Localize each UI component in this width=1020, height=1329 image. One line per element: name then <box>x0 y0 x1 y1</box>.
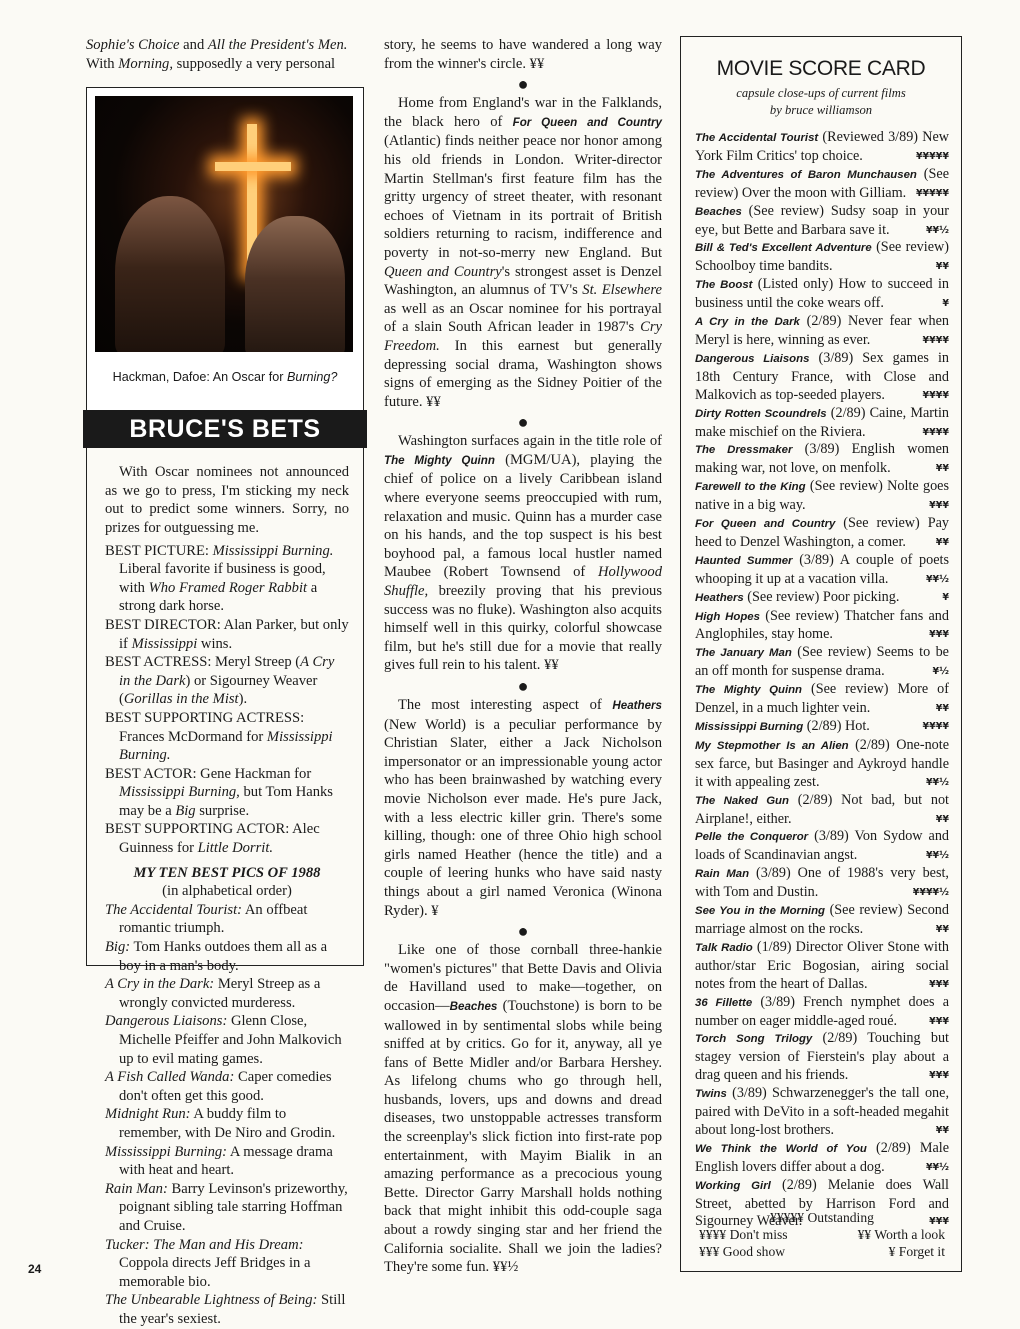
film-title: All the President's Men. <box>207 37 348 53</box>
ten-best-subtitle: (in alphabetical order) <box>162 883 292 900</box>
text: and <box>179 37 208 53</box>
film-title: Mississippi Burning, <box>119 784 240 801</box>
film-description: Tom Hanks outdoes them all as a boy in a man's body. <box>119 939 328 974</box>
capsule-review: (See review) Nolte goes native in a big way. <box>695 478 949 514</box>
capsule-review: (See review) Second marriage almost on the rocks. <box>695 902 949 937</box>
film-title: Rain Man <box>695 868 750 881</box>
score-card-entry <box>695 994 949 1031</box>
actor-figure <box>245 216 345 352</box>
text: BEST ACTOR: Gene Hackman for <box>105 765 312 782</box>
capsule-review: (See review) Poor picking. <box>743 588 900 605</box>
text: (New World) is a peculiar performance by Christian Slater, either a Jack Nicholson impersonator or an impressionable young actor who has been brainwashed by watching every movie Nicholson ever made. He's pure Jack, with a less electric killer grin. There's some killing, though: one of three Ohio high school girls named Heather (hence the title) and a couple of leering hunks who have said nasty things about a girl named Veronica (Winona Ryder). ¥ <box>384 716 662 919</box>
film-title: Who Framed Roger Rabbit <box>148 579 308 596</box>
film-description: Glenn Close, Michelle Pfeiffer and John Malkovich up to evil mating games. <box>119 1013 342 1067</box>
film-description: Caper comedies don't often get this good. <box>119 1069 332 1104</box>
score-card-entry <box>695 902 949 939</box>
score-card-entry <box>695 350 949 405</box>
film-title: My Stepmother Is an Alien <box>695 739 849 752</box>
text: as well as an Oscar nominee for his portrayal of a slain South African leader in 1987's <box>384 300 662 336</box>
right-column <box>680 36 962 1272</box>
score-card-entry <box>695 589 949 608</box>
text: (Touchstone) is born to be wallowed in by sentimental slobs while being sniffed at by critics. Go for it, anyway, all ye fans of Bette Midler and/or Barbara Hershey. As lifelong chums who go through hell, husbands, lovers, ups and downs and dread diseases, two unstoppable actresses transform the screenplay's slick fiction into first-rate pop entertainment, with Mayim Bialik in an amazing performance as a precocious young Bette. Director Garry Marshall holds nothing back that might inhibit this odd-couple saga about a rowdy singing star and her friend the California socialite. Shall we join the ladies? They're some fun. ¥¥½ <box>384 997 662 1276</box>
film-title: Midnight Run: <box>105 1106 191 1123</box>
ten-best-item <box>105 1180 349 1236</box>
capsule-review: (See review) Sudsy soap in your eye, but Bette and Barbara save it. <box>695 202 949 238</box>
text: (Atlantic) finds neither peace nor honor among his old friends in London. Writer-director Martin Stellman's first feature film has the gritty urgency of street theater, with resonant echoes of Vietnam in its portrait of British soldiers returning to racism, indifference and poverty in not-so-merry new England. But <box>384 133 662 261</box>
film-title: Hollywood Shuffle, <box>384 564 662 600</box>
caption-text: Hackman, Dafoe: An Oscar for <box>112 370 287 385</box>
text: ). <box>238 691 248 708</box>
film-title: The Unbearable Lightness of Being: <box>105 1292 318 1309</box>
score-card-entry <box>695 478 949 515</box>
rating: ¥¥½ <box>925 776 949 788</box>
rating: ¥¥½ <box>925 1161 949 1173</box>
rating: ¥¥¥¥¥ <box>915 187 949 199</box>
rating: ¥½ <box>932 666 949 678</box>
score-card-entry <box>695 276 949 313</box>
text: (MGM/UA), playing the chief of police on a lively Caribbean island where everyone seems preoccupied with rum, relaxation and music. Quinn has a murder case on his hands, and the top suspect is his best boyhood pal, a famous local hustler named Maubee (Robert Townsend of <box>384 451 663 581</box>
capsule-review: (See review) More of Denzel, in a much lighter vein. <box>695 681 949 717</box>
score-card-entry <box>695 718 949 737</box>
text: In this earnest but generally depressing social drama, Washington shows signs of emerging as the Sidney Poitier of the future. ¥¥ <box>384 337 662 410</box>
rating: ¥¥¥ <box>929 978 949 990</box>
capsule-review: (See review) Over the moon with Gilliam. <box>695 165 949 201</box>
paragraph-for-queen <box>384 94 662 411</box>
film-title: Little Dorrit. <box>197 840 274 857</box>
col1-top-text <box>86 36 362 73</box>
film-description: An offbeat romantic triumph. <box>119 901 308 937</box>
score-card-entry <box>695 737 949 792</box>
rating: ¥¥ <box>935 813 949 825</box>
film-description: Barry Levinson's prizeworthy, poignant sibling tale starring Hoffman and Cruise. <box>119 1180 348 1234</box>
text: a strong dark horse. <box>119 579 318 615</box>
ten-best-list <box>105 901 349 1329</box>
movie-score-card <box>680 36 962 1272</box>
capsule-review: (3/89) French nymphet does a number on eager middle-aged roué. <box>695 993 950 1029</box>
bets-body <box>105 463 349 1328</box>
ten-best-item <box>105 1291 349 1328</box>
film-title: The Dressmaker <box>695 444 793 457</box>
capsule-review: (1/89) Director Oliver Stone with author/star Eric Bogosian, airing social notes from the heart of Dallas. <box>695 938 949 992</box>
film-title: Rain Man: <box>105 1180 168 1197</box>
film-title: The January Man <box>695 647 792 660</box>
score-card-entry <box>695 1140 949 1177</box>
film-title: For Queen and Country <box>695 518 836 531</box>
score-card-entry <box>695 405 949 442</box>
capsule-review: (3/89) Sex games in 18th Century France, with Close and Malkovich as top-seeded players. <box>695 349 950 403</box>
film-title: Dangerous Liaisons: <box>105 1013 228 1030</box>
ten-best-item <box>105 901 349 938</box>
bruces-bets-title: BRUCE'S BETS <box>83 410 367 448</box>
legend-outstanding: ¥¥¥¥¥ Outstanding <box>770 1210 874 1225</box>
bets-list <box>105 542 349 858</box>
film-title: Dirty Rotten Scoundrels <box>695 407 827 420</box>
paragraph: story, he seems to have wandered a long way from the winner's circle. ¥¥ <box>384 37 662 72</box>
text: surprise. <box>195 802 250 819</box>
text: Liberal favorite if business is good, with <box>119 561 326 596</box>
film-title: Farewell to the King <box>695 481 806 494</box>
score-card-entry <box>695 865 949 902</box>
score-card-entry <box>695 644 949 681</box>
text: BEST DIRECTOR: Alan Parker, but only if <box>105 616 349 652</box>
score-card-subtitle <box>681 85 961 119</box>
bruces-bets-box <box>86 411 364 1327</box>
rating: ¥¥ <box>935 923 949 935</box>
bet-item <box>105 653 349 709</box>
rating: ¥¥ <box>935 703 949 715</box>
page-number: 24 <box>28 1262 42 1276</box>
text: 's strongest asset is Denzel Washington, an alumnus of TV's <box>384 263 662 299</box>
film-title: High Hopes <box>695 610 760 623</box>
film-title: Sophie's Choice <box>86 37 180 53</box>
ten-best-item <box>105 1236 349 1292</box>
capsule-review: (2/89) Hot. <box>803 718 870 734</box>
bet-item <box>105 765 349 821</box>
film-title: Twins <box>695 1088 727 1101</box>
score-card-entry <box>695 239 949 276</box>
actor-figure <box>115 196 225 352</box>
score-card-list <box>695 129 949 1231</box>
film-title: St. Elsewhere <box>582 282 662 299</box>
rating: ¥¥½ <box>925 850 949 862</box>
capsule-review: (See review) Schoolboy time bandits. <box>695 239 949 275</box>
film-title: A Cry in the Dark <box>695 316 800 329</box>
film-title: Queen and Country <box>384 263 502 280</box>
film-title: Heathers <box>612 699 662 712</box>
film-description: Meryl Streep as a wrongly convicted murderess. <box>119 976 321 1011</box>
score-card-entry <box>695 608 949 645</box>
score-card-entry <box>695 515 949 552</box>
film-title: Talk Radio <box>695 941 753 954</box>
score-card-entry <box>695 939 949 994</box>
rating: ¥¥ <box>935 463 949 475</box>
film-title: Haunted Summer <box>695 554 793 567</box>
score-card-entry <box>695 1030 949 1085</box>
paragraph-mighty-quinn <box>384 432 662 675</box>
capsule-review: (3/89) English women making war, not love, on menfolk. <box>695 441 949 477</box>
bets-intro: With Oscar nominees not announced as we go to press, I'm sticking my neck out to predict some winners. Sorry, no prizes for outguessing me. <box>105 464 349 536</box>
rating: ¥ <box>942 591 949 603</box>
capsule-review: (2/89) Touching but stagey version of Fierstein's play about a drag queen and his friends. <box>695 1030 949 1084</box>
film-title: 36 Fillette <box>695 996 753 1009</box>
film-title: Mississippi <box>131 635 198 652</box>
text: BEST ACTRESS: Meryl Streep ( <box>105 654 301 671</box>
byline: by bruce williamson <box>769 103 873 117</box>
text: Like one of those cornball three-hankie "women's pictures" that Bette Davis and Olivia de Havilland used to make—together, on occasion— <box>384 942 662 1014</box>
film-title: Mississippi Burning. <box>212 542 334 559</box>
legend-row <box>695 1226 949 1243</box>
bet-item <box>105 709 349 765</box>
film-title: Morning, <box>118 55 173 72</box>
capsule-review: (Listed only) How to succeed in business until the coke wears off. <box>695 276 950 312</box>
film-title: Torch Song Trilogy <box>695 1033 813 1046</box>
film-title: The Mighty Quinn <box>384 453 495 467</box>
film-title: Big <box>175 802 196 819</box>
text: wins. <box>197 635 233 652</box>
photo-box <box>86 87 364 411</box>
rating: ¥¥ <box>935 1124 949 1136</box>
rating: ¥¥¥¥ <box>922 721 949 732</box>
film-title: Big: <box>105 939 131 956</box>
score-card-entry <box>695 313 949 350</box>
film-still-photo <box>95 96 353 352</box>
text: Home from England's war in the Falklands, the black hero of <box>384 95 662 130</box>
film-description: Still the year's sexiest. <box>119 1292 346 1327</box>
bullet-separator: ● <box>517 676 529 696</box>
film-title: The Adventures of Baron Munchausen <box>695 168 917 181</box>
film-title: The Boost <box>695 279 753 292</box>
film-title: Dangerous Liaisons <box>695 352 810 365</box>
rating: ¥¥¥ <box>929 1070 949 1082</box>
film-title: A Cry in the Dark <box>119 654 335 689</box>
film-title: Mississippi Burning <box>695 721 804 733</box>
ten-best-item <box>105 975 349 1012</box>
rating: ¥¥ <box>935 536 949 548</box>
left-column <box>86 36 362 1327</box>
film-title: Tucker: The Man and His Dream: <box>105 1236 304 1253</box>
film-title: The Accidental Tourist <box>695 132 819 144</box>
rating: ¥¥¥¥½ <box>912 887 949 899</box>
rating: ¥¥½ <box>925 224 949 236</box>
bullet-separator: ● <box>517 412 529 433</box>
photo-caption <box>87 370 363 384</box>
film-description: A message drama with heat and heart. <box>119 1143 333 1179</box>
capsule-review: (See review) Pay heed to Denzel Washington, a comer. <box>695 515 949 550</box>
rating: ¥¥¥¥ <box>922 334 949 346</box>
capsule-review: (3/89) Schwarzenegger's the tall one, paired with DeVito in a soft-headed megahit about long-lost brothers. <box>695 1085 949 1138</box>
bullet-separator: ● <box>517 74 529 95</box>
capsule-review: (3/89) Von Sydow and loads of Scandinavian angst. <box>695 828 950 864</box>
score-card-entry <box>695 1085 949 1140</box>
score-card-entry <box>695 129 949 166</box>
score-card-entry <box>695 828 949 865</box>
score-card-entry <box>695 441 949 478</box>
film-title: A Cry in the Dark: <box>105 976 215 993</box>
capsule-review: (2/89) Not bad, but not Airplane!, either. <box>695 791 949 827</box>
film-description: Coppola directs Jeff Bridges in a memorable bio. <box>119 1255 311 1290</box>
subtitle-line: capsule close-ups of current films <box>736 86 906 100</box>
text: ) or Sigourney Weaver ( <box>119 672 318 708</box>
ten-best-item <box>105 1012 349 1068</box>
film-title: Heathers <box>695 591 744 604</box>
bet-item <box>105 542 349 616</box>
film-title: Beaches <box>695 205 742 218</box>
middle-column <box>384 36 662 1277</box>
bullet-separator: ● <box>517 921 529 942</box>
rating: ¥¥¥¥ <box>922 389 949 401</box>
ten-best-title: MY TEN BEST PICS OF 1988 <box>133 864 321 881</box>
text: BEST SUPPORTING ACTOR: Alec Guinness for <box>105 821 320 857</box>
score-card-entry <box>695 681 949 718</box>
film-title: Pelle the Conqueror <box>695 831 809 844</box>
score-card-entry <box>695 166 949 203</box>
film-title: Mississippi Burning. <box>119 728 333 764</box>
rating-legend <box>695 1209 949 1260</box>
score-card-entry <box>695 203 949 240</box>
caption-film: Burning? <box>286 370 338 385</box>
rating: ¥¥¥ <box>929 1015 949 1027</box>
score-card-entry <box>695 552 949 589</box>
film-title: Bill & Ted's Excellent Adventure <box>695 242 872 255</box>
legend-good-show: ¥¥¥ Good show <box>699 1244 786 1259</box>
text: Washington surfaces again in the title role of <box>398 433 662 450</box>
film-title: Gorillas in the Mist <box>123 691 239 708</box>
film-title: The Naked Gun <box>695 794 789 807</box>
ten-best-item <box>105 1143 349 1180</box>
rating: ¥¥¥ <box>929 1216 949 1228</box>
film-title: We Think the World of You <box>695 1142 867 1155</box>
film-title: For Queen and Country <box>512 115 662 129</box>
legend-forget-it: ¥ Forget it <box>888 1244 945 1259</box>
text: BEST SUPPORTING ACTRESS: Frances McDormand for <box>105 709 305 745</box>
capsule-review: (See review) Thatcher fans and Anglophiles, stay home. <box>695 607 949 643</box>
burning-cross-image <box>215 162 291 171</box>
rating: ¥¥½ <box>925 573 949 585</box>
ten-best-item <box>105 1068 349 1105</box>
text: The most interesting aspect of <box>398 697 613 713</box>
capsule-review: (Reviewed 3/89) New York Film Critics' top choice. <box>695 129 949 164</box>
legend-dont-miss: ¥¥¥¥ Don't miss <box>699 1227 788 1242</box>
film-title: A Fish Called Wanda: <box>105 1069 235 1086</box>
film-title: Working Girl <box>695 1179 771 1192</box>
text: With <box>86 55 119 72</box>
bet-item <box>105 820 349 857</box>
ten-best-item <box>105 938 349 975</box>
capsule-review: (3/89) A couple of poets whooping it up at a vacation villa. <box>695 551 949 587</box>
legend-row <box>695 1243 949 1260</box>
rating: ¥ <box>942 298 949 310</box>
film-title: Mississippi Burning: <box>105 1143 228 1160</box>
film-title: Beaches <box>449 999 498 1013</box>
text: breezily proving that his previous success was no fluke). Washington also acquits himself well in this quirky, colorful showcase film, but he's still due for a movie that really gives full rein to his talent. ¥¥ <box>384 583 662 674</box>
legend-worth-a-look: ¥¥ Worth a look <box>857 1227 945 1242</box>
film-title: The Accidental Tourist: <box>105 901 243 918</box>
rating: ¥¥¥¥ <box>922 426 949 438</box>
capsule-review: (2/89) Melanie does Wall Street, abetted by Harrison Ford and Sigourney Weaver. <box>695 1176 950 1230</box>
bet-item <box>105 616 349 653</box>
capsule-review: (See review) Seems to be an off month for suspense drama. <box>695 644 949 680</box>
capsule-review: (2/89) Never fear when Meryl is here, winning as ever. <box>695 313 950 348</box>
film-title: The Mighty Quinn <box>695 684 803 697</box>
text: supposedly a very personal <box>172 55 336 72</box>
capsule-review: (2/89) One-note sex farce, but Basinger and Aykroyd handle it with appealing zest. <box>695 736 949 790</box>
ten-best-item <box>105 1105 349 1142</box>
capsule-review: (3/89) One of 1988's very best, with Tom and Dustin. <box>695 865 949 901</box>
score-card-title: MOVIE SCORE CARD <box>716 57 926 80</box>
capsule-review: (2/89) Caine, Martin make mischief on the Riviera. <box>695 404 949 440</box>
score-card-entry <box>695 792 949 829</box>
rating: ¥¥¥ <box>929 500 949 512</box>
rating: ¥¥¥ <box>929 629 949 641</box>
capsule-review: (2/89) Male English lovers differ about a dog. <box>695 1139 949 1175</box>
film-description: A buddy film to remember, with De Niro and Grodin. <box>119 1106 336 1141</box>
film-title: See You in the Morning <box>695 905 825 918</box>
text: but Tom Hanks may be a <box>119 784 333 819</box>
rating: ¥¥ <box>935 261 949 273</box>
text: BEST PICTURE: <box>105 542 213 559</box>
paragraph-beaches <box>384 941 662 1277</box>
paragraph-heathers <box>384 696 662 920</box>
film-title: Cry Freedom. <box>384 319 662 354</box>
rating: ¥¥¥¥¥ <box>915 150 949 162</box>
